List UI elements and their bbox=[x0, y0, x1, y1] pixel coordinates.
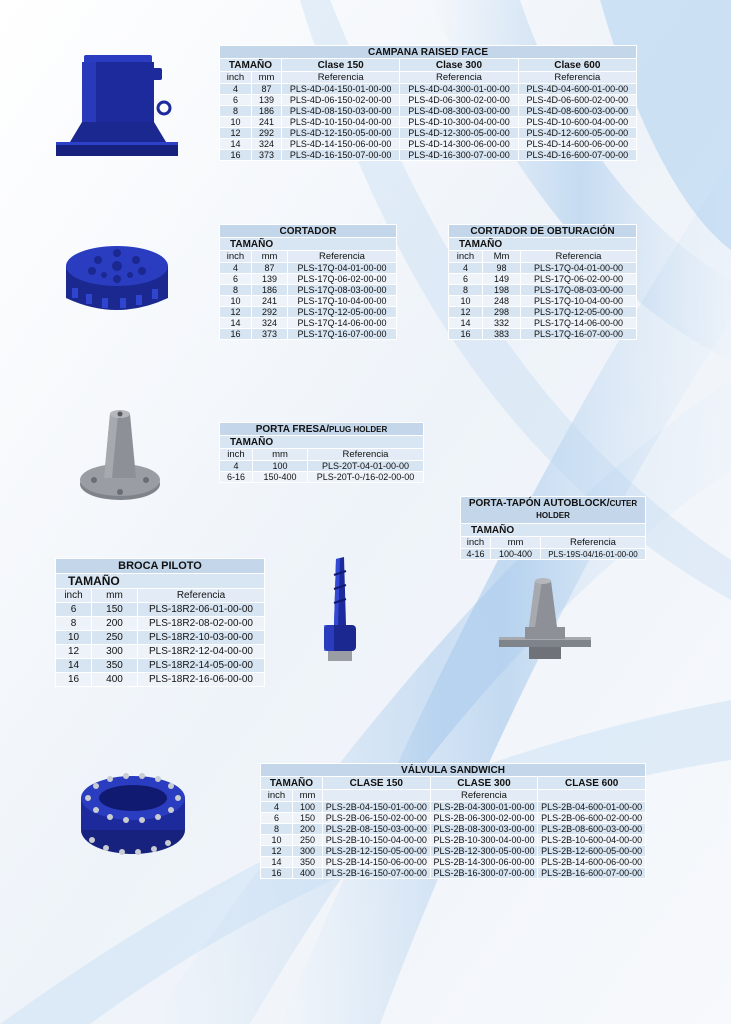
ref-header: Referencia bbox=[288, 251, 397, 263]
cell: PLS-2B-12-300-05-00-00 bbox=[430, 846, 538, 857]
table-row bbox=[220, 329, 397, 340]
cell: PLS-17Q-10-04-00-00 bbox=[288, 296, 397, 307]
campana-table bbox=[219, 45, 637, 161]
porta-tapon-title bbox=[461, 497, 646, 524]
unit-header: mm bbox=[491, 537, 541, 549]
cell: 4 bbox=[220, 84, 252, 95]
table-row bbox=[220, 472, 424, 483]
table-row bbox=[261, 824, 646, 835]
table-row bbox=[261, 868, 646, 879]
cell: 248 bbox=[483, 296, 521, 307]
cell: PLS-2B-08-300-03-00-00 bbox=[430, 824, 538, 835]
cell: 4 bbox=[261, 802, 293, 813]
cell: PLS-17Q-08-03-00-00 bbox=[521, 285, 637, 296]
unit-header: inch bbox=[261, 790, 293, 802]
cell: PLS-17Q-16-07-00-00 bbox=[288, 329, 397, 340]
cell: PLS-4D-12-300-05-00-00 bbox=[400, 128, 518, 139]
table-row bbox=[449, 318, 637, 329]
table-row bbox=[461, 549, 646, 560]
cell: 241 bbox=[252, 117, 282, 128]
cell: 8 bbox=[261, 824, 293, 835]
size-label: TAMAÑO bbox=[220, 238, 397, 251]
unit-header: inch bbox=[461, 537, 491, 549]
cell: PLS-20T-0-/16-02-00-00 bbox=[308, 472, 424, 483]
cell: 350 bbox=[92, 659, 138, 673]
unit-header: mm bbox=[92, 589, 138, 603]
cell: 8 bbox=[220, 285, 252, 296]
class-header: CLASE 150 bbox=[323, 777, 431, 790]
cell: 14 bbox=[261, 857, 293, 868]
unit-header: inch bbox=[220, 251, 252, 263]
cell: PLS-2B-08-600-03-00-00 bbox=[538, 824, 646, 835]
table-row bbox=[449, 285, 637, 296]
cell: PLS-17Q-10-04-00-00 bbox=[521, 296, 637, 307]
cell: PLS-2B-06-600-02-00-00 bbox=[538, 813, 646, 824]
campana-image bbox=[52, 50, 182, 165]
size-label: TAMAÑO bbox=[220, 436, 424, 449]
cell: PLS-17Q-04-01-00-00 bbox=[288, 263, 397, 274]
cell: PLS-2B-14-150-06-00-00 bbox=[323, 857, 431, 868]
cell: PLS-4D-04-150-01-00-00 bbox=[282, 84, 400, 95]
unit-header: mm bbox=[252, 251, 288, 263]
unit-header: mm bbox=[252, 72, 282, 84]
cell: 12 bbox=[220, 128, 252, 139]
table-row bbox=[220, 285, 397, 296]
cell: 10 bbox=[449, 296, 483, 307]
cell: 14 bbox=[449, 318, 483, 329]
class-header: Clase 300 bbox=[400, 59, 518, 72]
cell: 100 bbox=[253, 461, 308, 472]
cell: PLS-17Q-06-02-00-00 bbox=[288, 274, 397, 285]
unit-header: inch bbox=[449, 251, 483, 263]
table-row bbox=[220, 263, 397, 274]
cell: PLS-4D-08-300-03-00-00 bbox=[400, 106, 518, 117]
cell: PLS-4D-08-150-03-00-00 bbox=[282, 106, 400, 117]
cell: PLS-4D-04-600-01-00-00 bbox=[518, 84, 636, 95]
ref-header: Referencia bbox=[138, 589, 265, 603]
cell: 8 bbox=[220, 106, 252, 117]
cell: 4 bbox=[220, 263, 252, 274]
title-text: PORTA-TAPÓN AUTOBLOCK/ bbox=[468, 498, 610, 509]
ref-header: Referencia bbox=[541, 537, 646, 549]
cell: 87 bbox=[252, 84, 282, 95]
title-text: PORTA FRESA/ bbox=[255, 423, 330, 435]
cell: 150-400 bbox=[253, 472, 308, 483]
title-suffix: CUTER HOLDER bbox=[536, 499, 638, 520]
cell: 12 bbox=[220, 307, 252, 318]
blank-cell bbox=[538, 790, 646, 802]
cell: 383 bbox=[483, 329, 521, 340]
cell: 10 bbox=[220, 296, 252, 307]
cell: PLS-18R2-10-03-00-00 bbox=[138, 631, 265, 645]
table-row bbox=[220, 150, 637, 161]
cell: PLS-2B-10-300-04-00-00 bbox=[430, 835, 538, 846]
class-header: CLASE 600 bbox=[538, 777, 646, 790]
cell: 6 bbox=[261, 813, 293, 824]
valvula-image bbox=[78, 768, 188, 868]
table-row bbox=[261, 802, 646, 813]
cell: PLS-4D-10-300-04-00-00 bbox=[400, 117, 518, 128]
table-row bbox=[220, 307, 397, 318]
cell: PLS-2B-04-300-01-00-00 bbox=[430, 802, 538, 813]
table-row bbox=[449, 296, 637, 307]
cell: PLS-2B-14-600-06-00-00 bbox=[538, 857, 646, 868]
cell: PLS-4D-12-600-05-00-00 bbox=[518, 128, 636, 139]
cortador-obturacion-table bbox=[448, 224, 637, 340]
cell: 14 bbox=[56, 659, 92, 673]
cell: PLS-4D-14-150-06-00-00 bbox=[282, 139, 400, 150]
cell: 16 bbox=[261, 868, 293, 879]
cell: PLS-4D-08-600-03-00-00 bbox=[518, 106, 636, 117]
cell: PLS-18R2-12-04-00-00 bbox=[138, 645, 265, 659]
unit-header: mm bbox=[253, 449, 308, 461]
cell: PLS-17Q-14-06-00-00 bbox=[288, 318, 397, 329]
cell: PLS-4D-16-150-07-00-00 bbox=[282, 150, 400, 161]
unit-header: mm bbox=[293, 790, 323, 802]
cell: 324 bbox=[252, 318, 288, 329]
ref-header: Referencia bbox=[282, 72, 400, 84]
table-row bbox=[56, 673, 265, 687]
cell: 16 bbox=[56, 673, 92, 687]
cell: 298 bbox=[483, 307, 521, 318]
cell: PLS-2B-08-150-03-00-00 bbox=[323, 824, 431, 835]
cell: 324 bbox=[252, 139, 282, 150]
cell: PLS-2B-04-150-01-00-00 bbox=[323, 802, 431, 813]
cell: 241 bbox=[252, 296, 288, 307]
ref-header: Referencia bbox=[308, 449, 424, 461]
cell: 16 bbox=[449, 329, 483, 340]
cell: PLS-17Q-06-02-00-00 bbox=[521, 274, 637, 285]
unit-header: Mm bbox=[483, 251, 521, 263]
cell: 6 bbox=[56, 603, 92, 617]
cortador-title: CORTADOR bbox=[220, 225, 397, 238]
table-row bbox=[220, 274, 397, 285]
cell: PLS-4D-12-150-05-00-00 bbox=[282, 128, 400, 139]
cell: 6 bbox=[220, 274, 252, 285]
table-row bbox=[449, 263, 637, 274]
cell: PLS-4D-04-300-01-00-00 bbox=[400, 84, 518, 95]
table-row bbox=[261, 813, 646, 824]
size-label: TAMAÑO bbox=[261, 777, 323, 790]
cell: PLS-18R2-14-05-00-00 bbox=[138, 659, 265, 673]
unit-header: inch bbox=[220, 449, 253, 461]
cell: PLS-4D-06-300-02-00-00 bbox=[400, 95, 518, 106]
cell: 139 bbox=[252, 95, 282, 106]
cell: 373 bbox=[252, 329, 288, 340]
cell: PLS-2B-16-600-07-00-00 bbox=[538, 868, 646, 879]
cell: 250 bbox=[92, 631, 138, 645]
cell: 16 bbox=[220, 329, 252, 340]
cell: 186 bbox=[252, 106, 282, 117]
cell: 12 bbox=[56, 645, 92, 659]
ref-header: Referencia bbox=[521, 251, 637, 263]
table-row bbox=[220, 461, 424, 472]
cell: PLS-2B-10-600-04-00-00 bbox=[538, 835, 646, 846]
broca-table bbox=[55, 558, 265, 687]
cell: PLS-4D-16-600-07-00-00 bbox=[518, 150, 636, 161]
cell: 10 bbox=[56, 631, 92, 645]
cell: 14 bbox=[220, 318, 252, 329]
cell: 16 bbox=[220, 150, 252, 161]
cell: PLS-4D-14-300-06-00-00 bbox=[400, 139, 518, 150]
cell: 198 bbox=[483, 285, 521, 296]
table-row bbox=[449, 307, 637, 318]
table-row bbox=[220, 318, 397, 329]
cell: 150 bbox=[293, 813, 323, 824]
table-row bbox=[261, 846, 646, 857]
size-label: TAMAÑO bbox=[449, 238, 637, 251]
table-row bbox=[56, 617, 265, 631]
cell: PLS-2B-12-150-05-00-00 bbox=[323, 846, 431, 857]
cell: 12 bbox=[449, 307, 483, 318]
cell: 300 bbox=[293, 846, 323, 857]
cell: 400 bbox=[92, 673, 138, 687]
broca-image bbox=[318, 555, 368, 670]
ref-header: Referencia bbox=[518, 72, 636, 84]
class-header: Clase 600 bbox=[518, 59, 636, 72]
table-row bbox=[220, 117, 637, 128]
cell: PLS-2B-16-300-07-00-00 bbox=[430, 868, 538, 879]
table-row bbox=[449, 329, 637, 340]
class-header: CLASE 300 bbox=[430, 777, 538, 790]
class-header: Clase 150 bbox=[282, 59, 400, 72]
cell: PLS-2B-12-600-05-00-00 bbox=[538, 846, 646, 857]
cell: PLS-4D-10-150-04-00-00 bbox=[282, 117, 400, 128]
cell: 10 bbox=[261, 835, 293, 846]
table-row bbox=[220, 128, 637, 139]
cell: 150 bbox=[92, 603, 138, 617]
porta-fresa-table bbox=[219, 422, 424, 483]
size-label: TAMAÑO bbox=[56, 574, 265, 589]
cell: 200 bbox=[293, 824, 323, 835]
table-row bbox=[56, 603, 265, 617]
cell: 87 bbox=[252, 263, 288, 274]
cell: 350 bbox=[293, 857, 323, 868]
cell: PLS-17Q-12-05-00-00 bbox=[521, 307, 637, 318]
broca-title: BROCA PILOTO bbox=[56, 559, 265, 574]
valvula-title: VÁLVULA SANDWICH bbox=[261, 764, 646, 777]
cell: PLS-4D-14-600-06-00-00 bbox=[518, 139, 636, 150]
table-row bbox=[56, 631, 265, 645]
cell: PLS-18R2-08-02-00-00 bbox=[138, 617, 265, 631]
cell: PLS-17Q-12-05-00-00 bbox=[288, 307, 397, 318]
cell: 332 bbox=[483, 318, 521, 329]
porta-fresa-title bbox=[220, 423, 424, 436]
cortador-obturacion-title: CORTADOR DE OBTURACIÓN bbox=[449, 225, 637, 238]
cell: 149 bbox=[483, 274, 521, 285]
cell: PLS-2B-04-600-01-00-00 bbox=[538, 802, 646, 813]
title-suffix: PLUG HOLDER bbox=[329, 424, 388, 434]
cell: 14 bbox=[220, 139, 252, 150]
cell: 292 bbox=[252, 128, 282, 139]
cortador-table bbox=[219, 224, 397, 340]
size-label: TAMAÑO bbox=[220, 59, 282, 72]
cell: 12 bbox=[261, 846, 293, 857]
cell: 10 bbox=[220, 117, 252, 128]
table-row bbox=[220, 296, 397, 307]
cell: PLS-2B-06-300-02-00-00 bbox=[430, 813, 538, 824]
cell: 98 bbox=[483, 263, 521, 274]
table-row bbox=[220, 95, 637, 106]
cell: PLS-20T-04-01-00-00 bbox=[308, 461, 424, 472]
cell: 8 bbox=[449, 285, 483, 296]
table-row bbox=[220, 106, 637, 117]
campana-title: CAMPANA RAISED FACE bbox=[220, 46, 637, 59]
porta-fresa-image bbox=[78, 408, 162, 508]
cell: PLS-2B-06-150-02-00-00 bbox=[323, 813, 431, 824]
cell: PLS-17Q-16-07-00-00 bbox=[521, 329, 637, 340]
cell: 139 bbox=[252, 274, 288, 285]
table-row bbox=[449, 274, 637, 285]
table-row bbox=[261, 857, 646, 868]
cell: 292 bbox=[252, 307, 288, 318]
cell: 6 bbox=[220, 95, 252, 106]
cell: 100 bbox=[293, 802, 323, 813]
cell: PLS-18R2-16-06-00-00 bbox=[138, 673, 265, 687]
table-row bbox=[56, 645, 265, 659]
cortador-image bbox=[62, 238, 172, 318]
cell: 8 bbox=[56, 617, 92, 631]
table-row bbox=[220, 84, 637, 95]
cell: PLS-18R2-06-01-00-00 bbox=[138, 603, 265, 617]
cell: PLS-17Q-08-03-00-00 bbox=[288, 285, 397, 296]
cell: 300 bbox=[92, 645, 138, 659]
valvula-table bbox=[260, 763, 646, 879]
ref-header: Referencia bbox=[430, 790, 538, 802]
cell: 373 bbox=[252, 150, 282, 161]
cell: PLS-4D-06-150-02-00-00 bbox=[282, 95, 400, 106]
cell: 186 bbox=[252, 285, 288, 296]
table-row bbox=[56, 659, 265, 673]
cell: 200 bbox=[92, 617, 138, 631]
size-label: TAMAÑO bbox=[461, 524, 646, 537]
cell: PLS-17Q-14-06-00-00 bbox=[521, 318, 637, 329]
cell: PLS-17Q-04-01-00-00 bbox=[521, 263, 637, 274]
ref-header: Referencia bbox=[400, 72, 518, 84]
table-row bbox=[220, 139, 637, 150]
cell: 4 bbox=[449, 263, 483, 274]
cell: PLS-4D-06-600-02-00-00 bbox=[518, 95, 636, 106]
cell: 6 bbox=[449, 274, 483, 285]
unit-header: inch bbox=[220, 72, 252, 84]
cell: PLS-4D-16-300-07-00-00 bbox=[400, 150, 518, 161]
cell: 400 bbox=[293, 868, 323, 879]
cell: 4-16 bbox=[461, 549, 491, 560]
cell: 6-16 bbox=[220, 472, 253, 483]
cell: PLS-4D-10-600-04-00-00 bbox=[518, 117, 636, 128]
cell: PLS-2B-16-150-07-00-00 bbox=[323, 868, 431, 879]
cell: PLS-2B-14-300-06-00-00 bbox=[430, 857, 538, 868]
cell: 250 bbox=[293, 835, 323, 846]
table-row bbox=[261, 835, 646, 846]
porta-tapon-table bbox=[460, 496, 646, 560]
cell: PLS-2B-10-150-04-00-00 bbox=[323, 835, 431, 846]
cell: 100-400 bbox=[491, 549, 541, 560]
porta-tapon-image bbox=[495, 575, 595, 665]
cell: PLS-19S-04/16-01-00-00 bbox=[541, 549, 646, 560]
cell: 4 bbox=[220, 461, 253, 472]
unit-header: inch bbox=[56, 589, 92, 603]
blank-cell bbox=[323, 790, 431, 802]
